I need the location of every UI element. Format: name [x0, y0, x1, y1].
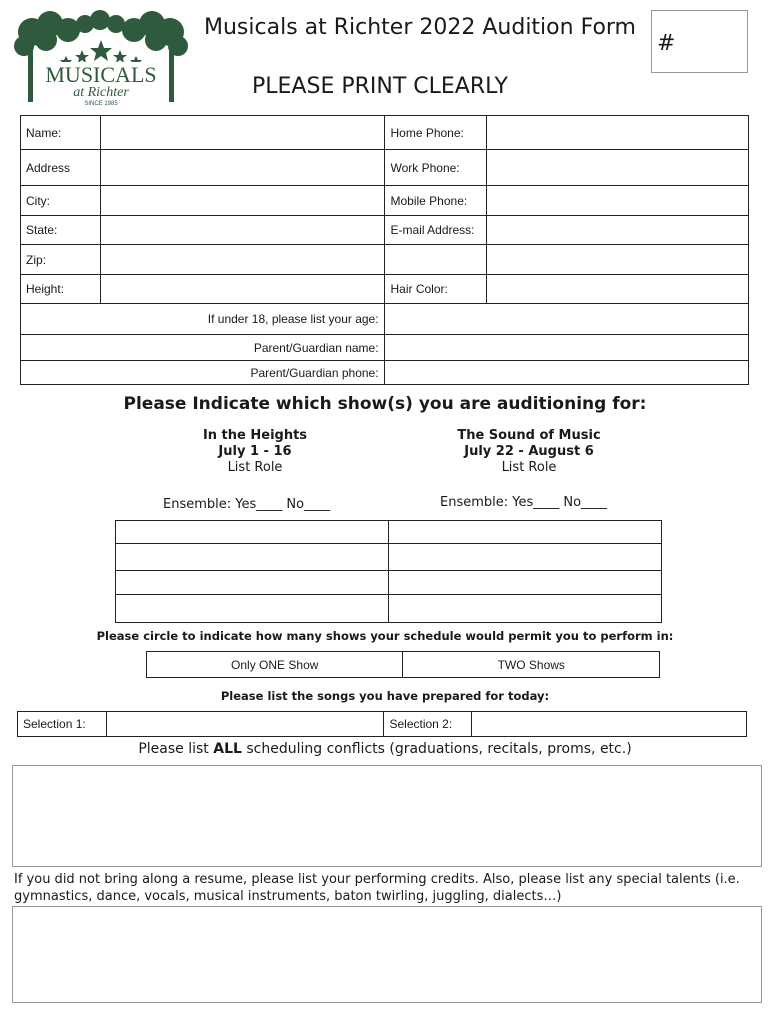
logo-text-line3: SINCE 1985	[84, 101, 118, 107]
zip-field[interactable]	[100, 245, 385, 275]
name-field[interactable]	[100, 116, 385, 150]
home-phone-label: Home Phone:	[385, 116, 487, 150]
show1-role-field[interactable]	[116, 521, 389, 544]
show1-role-label: List Role	[227, 460, 283, 475]
show2-ensemble[interactable]: Ensemble: Yes____ No____	[440, 495, 608, 510]
songs-prompt: Please list the songs you have prepared for today:	[220, 689, 550, 703]
show2-role-field[interactable]	[388, 595, 662, 623]
show2-role-field[interactable]	[388, 521, 662, 544]
hair-color-field[interactable]	[487, 275, 749, 304]
show2-role-label: List Role	[501, 460, 557, 475]
email-label: E-mail Address:	[385, 216, 487, 245]
print-clearly-heading: PLEASE PRINT CLEARLY	[252, 74, 508, 99]
logo-text-line2: at Richter	[73, 85, 129, 100]
age-field[interactable]	[384, 304, 748, 335]
conflicts-prompt-bold: ALL	[213, 741, 242, 757]
show2-role-field[interactable]	[388, 544, 662, 571]
age-label: If under 18, please list your age:	[21, 304, 385, 335]
show2-info	[420, 428, 638, 476]
number-label: #	[657, 31, 676, 56]
guardian-phone-field[interactable]	[384, 361, 748, 385]
option-one-show[interactable]: Only ONE Show	[147, 652, 403, 678]
home-phone-field[interactable]	[487, 116, 749, 150]
schedule-options-table	[146, 651, 660, 678]
songs-table	[17, 711, 747, 737]
city-field[interactable]	[100, 186, 385, 216]
schedule-prompt: Please circle to indicate how many shows your schedule would permit you to perform in:	[96, 629, 674, 643]
work-phone-label: Work Phone:	[385, 150, 487, 186]
blank-field[interactable]	[487, 245, 749, 275]
work-phone-field[interactable]	[487, 150, 749, 186]
role-table	[115, 520, 662, 623]
option-two-shows[interactable]: TWO Shows	[403, 652, 660, 678]
logo-text-line1: MUSICALS	[45, 62, 157, 87]
guardian-phone-label: Parent/Guardian phone:	[21, 361, 385, 385]
shows-section-title: Please Indicate which show(s) you are auditioning for:	[123, 394, 647, 414]
address-field[interactable]	[100, 150, 385, 186]
minor-info-table	[20, 303, 749, 385]
form-number-box[interactable]	[651, 10, 748, 73]
contact-info-table	[20, 115, 749, 304]
selection2-label: Selection 2:	[384, 712, 472, 737]
show2-role-field[interactable]	[388, 571, 662, 595]
resume-prompt: If you did not bring along a resume, please list your performing credits. Also, please list any special talents (i.e. gymnastics, dance, vocals, musical instruments, baton twirling, juggling, dialects…)	[14, 872, 740, 904]
conflicts-prompt-pre: Please list	[138, 741, 214, 757]
zip-label: Zip:	[21, 245, 101, 275]
selection1-label: Selection 1:	[18, 712, 107, 737]
height-label: Height:	[21, 275, 101, 304]
blank-label-cell	[385, 245, 487, 275]
show2-dates: July 22 - August 6	[464, 444, 594, 459]
show1-role-field[interactable]	[116, 595, 389, 623]
mobile-phone-field[interactable]	[487, 186, 749, 216]
guardian-name-field[interactable]	[384, 335, 748, 361]
show1-role-field[interactable]	[116, 544, 389, 571]
show1-ensemble[interactable]: Ensemble: Yes____ No____	[163, 497, 331, 512]
musicals-at-richter-logo	[10, 10, 192, 108]
hair-color-label: Hair Color:	[385, 275, 487, 304]
show2-name: The Sound of Music	[457, 428, 601, 443]
selection1-field[interactable]	[106, 712, 384, 737]
state-field[interactable]	[100, 216, 385, 245]
selection2-field[interactable]	[472, 712, 747, 737]
name-label: Name:	[21, 116, 101, 150]
height-field[interactable]	[100, 275, 385, 304]
show1-role-field[interactable]	[116, 571, 389, 595]
guardian-name-label: Parent/Guardian name:	[21, 335, 385, 361]
mobile-phone-label: Mobile Phone:	[385, 186, 487, 216]
state-label: State:	[21, 216, 101, 245]
email-field[interactable]	[487, 216, 749, 245]
form-title: Musicals at Richter 2022 Audition Form	[204, 15, 636, 40]
conflicts-textarea[interactable]	[12, 765, 762, 867]
conflicts-prompt	[0, 741, 770, 757]
show1-name: In the Heights	[202, 428, 308, 443]
credits-textarea[interactable]	[12, 906, 762, 1003]
show1-dates: July 1 - 16	[218, 444, 292, 459]
city-label: City:	[21, 186, 101, 216]
address-label: Address	[21, 150, 101, 186]
show1-info	[150, 428, 360, 476]
conflicts-prompt-post: scheduling conflicts (graduations, recitals, proms, etc.)	[241, 741, 632, 757]
